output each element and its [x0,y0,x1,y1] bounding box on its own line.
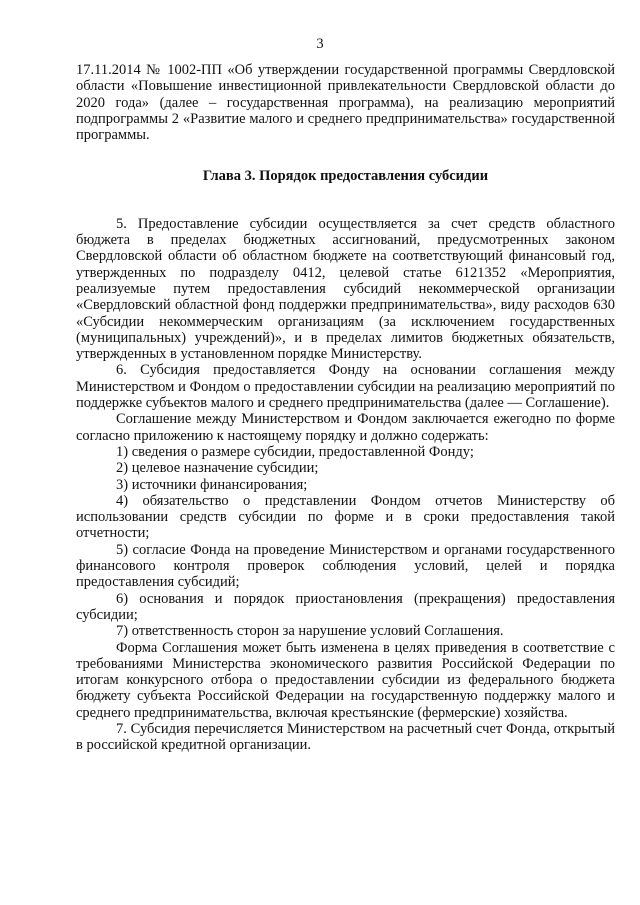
paragraph-6: 6. Субсидия предоставляется Фонду на основании соглашения между Министерством и Фондом о предоставлении субсидии на реализацию мероприятий по поддержке субъектов малого и среднего предпринимательства (далее — Соглашение). [76,362,615,412]
page-number: 3 [316,36,324,52]
intro-paragraph: 17.11.2014 № 1002-ПП «Об утверждении государственной программы Свердловской области «Повышение инвестиционной привлекательности Свердловской области до 2020 года» (далее – государственная программа), на реализацию мероприятий подпрограммы 2 «Развитие малого и среднего предпринимательства» государственной программы. [76,62,615,144]
list-item: 2) целевое назначение субсидии; [116,460,319,477]
list-item: 3) источники финансирования; [116,476,308,493]
chapter-heading: Глава 3. Порядок предоставления субсидии [202,168,489,185]
agreement-form-paragraph: Форма Соглашения может быть изменена в целях приведения в соответствие с требованиями Министерства экономического развития Российской Федерации по итогам конкурсного отбора о предоставлении субсидии из федерального бюджета бюджету субъекта Российской Федерации на государственную поддержку малого и среднего предпринимательства, включая крестьянские (фермерские) хозяйства. [76,639,615,721]
list-item: 1) сведения о размере субсидии, предоставленной Фонду; [116,443,474,460]
list-item: 7) ответственность сторон за нарушение условий Соглашения. [116,623,504,640]
list-item: 4) обязательство о представлении Фондом отчетов Министерству об использовании средств субсидии по форме и в сроки предоставления такой отчетности; [76,492,615,542]
paragraph-5: 5. Предоставление субсидии осуществляется за счет средств областного бюджета в пределах бюджетных ассигнований, предусмотренных законом Свердловской области об областном бюджете на соответствующий финансовый год, утвержденных по подразделу 0412, целевой статье 6121352 «Мероприятия, реализуемые путем предоставления субсидий некоммерческой организации «Свердловский областной фонд поддержки предпринимательства», виду расходов 630 «Субсидии некоммерческим организациям (за исключением государственных (муниципальных) учреждений)», и в пределах лимитов бюджетных обязательств, утвержденных в установленном порядке Министерству. [76,215,615,363]
paragraph-7: 7. Субсидия перечисляется Министерством на расчетный счет Фонда, открытый в российской кредитной организации. [76,720,615,754]
agreement-intro: Соглашение между Министерством и Фондом заключается ежегодно по форме согласно приложению к настоящему порядку и должно содержать: [76,411,615,444]
document-body [76,62,615,754]
list-item: 6) основания и порядок приостановления (прекращения) предоставления субсидии; [76,590,615,623]
list-item: 5) согласие Фонда на проведение Министерством и органами государственного финансового контроля проверок соблюдения условий, целей и порядка предоставления субсидий; [76,541,615,591]
